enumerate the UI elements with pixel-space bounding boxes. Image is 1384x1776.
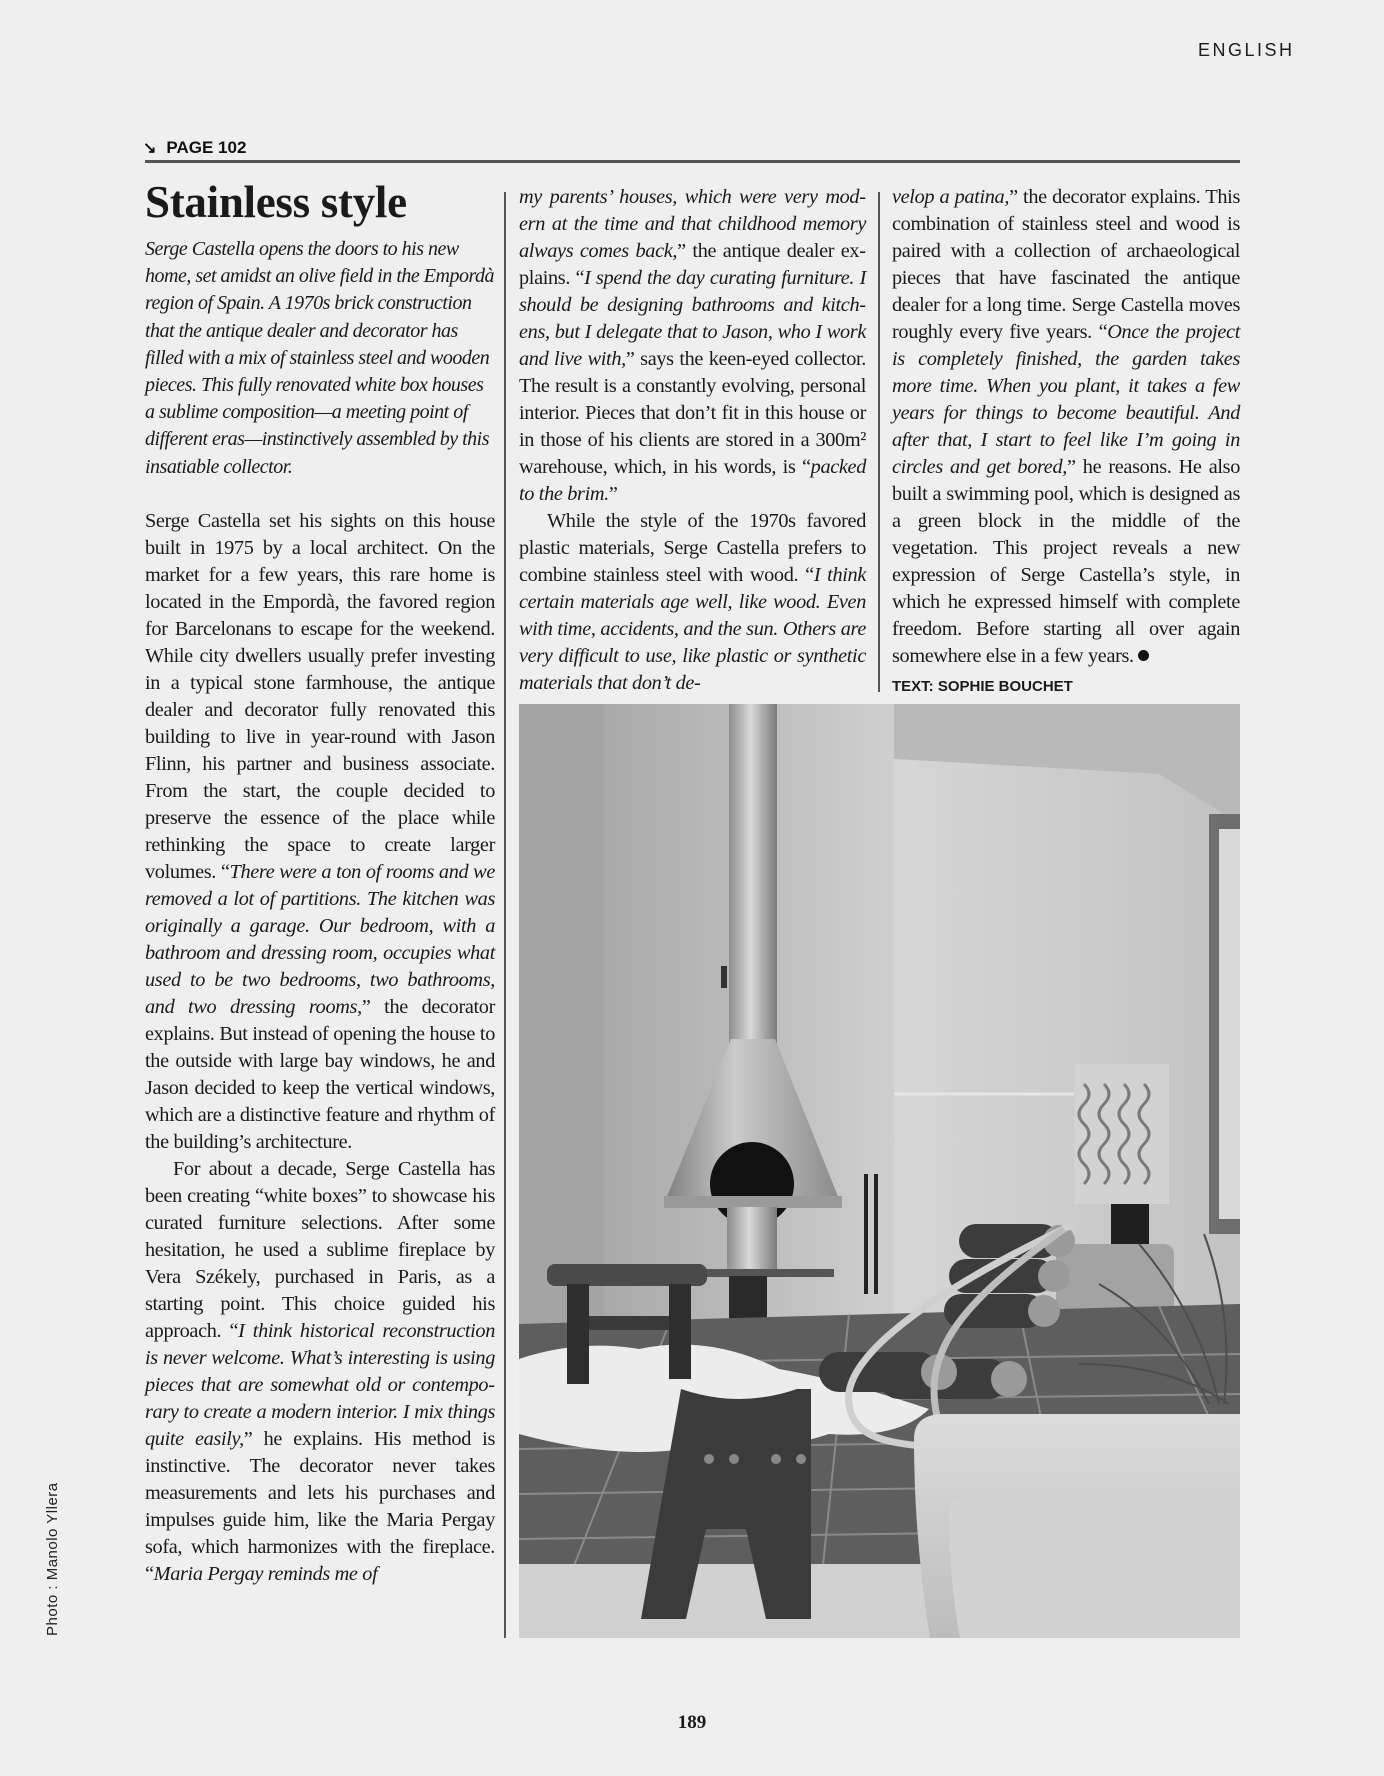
- article-column-2: [519, 184, 866, 697]
- interior-photo: [519, 704, 1240, 1638]
- arrow-down-right-icon: ↘: [143, 140, 157, 157]
- article-title: Stainless style: [145, 177, 407, 227]
- interior-photo-illustration: [519, 704, 1240, 1638]
- language-label: ENGLISH: [1198, 40, 1295, 60]
- author-byline: TEXT: SOPHIE BOUCHET: [892, 678, 1073, 695]
- header-rule: [145, 160, 1240, 163]
- body-paragraph: velop a patina,” the decorator explains. This combination of stainless steel and wood is paired with a collection of archaeological pieces that have fascinated the antique dealer for a long time. Serge Castella moves roughly every five years. “Once the project is completely finished, the garden takes more time. When you plant, it takes a few years for things to become beautiful. And after that, I start to feel like I’m going in circles and get bored,” he reasons. He also built a swimming pool, which is designed as a green block in the middle of the vegetation. This project reveals a new expression of Serge Castella’s style, in which he expressed himself with complete freedom. Before starting all over again somewhere else in a few years.: [892, 186, 1240, 667]
- body-paragraph: my parents’ houses, which were very modern at the time and that childhood memory always comes back,” the antique dealer explains. “I spend the day curating furniture. I should be designing bathrooms and kitchens, but I delegate that to Jason, who I work and live with,” says the keen-eyed collector. The result is a constantly evolving, personal interior. Pieces that don’t fit in this house or in those of his clients are stored in a 300m² warehouse, which, in his words, is “packed to the brim.”: [519, 186, 866, 505]
- article-deck: Serge Castella opens the doors to his new home, set amidst an olive field in the Empordà region of Spain. A 1970s brick construction that the antique dealer and decorator has filled with a mix of stainless steel and wooden pieces. This fully renovated white box houses a sublime composition—a meeting point of different eras—instinctively assembled by this insatiable collector.: [145, 238, 494, 478]
- body-paragraph: Serge Castella set his sights on this house built in 1975 by a local architect. On the market for a few years, this rare home is located in the Empordà, the favored region for Barcelonans to escape for the weekend. While city dwellers usually prefer investing in a typical stone farmhouse, the antique dealer and decorator fully renovated this building to live in year-round with Jason Flinn, his partner and business associate. From the start, the couple decided to preserve the essence of the place while rethinking the space to create larger volumes. “There were a ton of rooms and we removed a lot of partitions. The kitchen was originally a garage. Our bedroom, with a bathroom and dressing room, occupies what used to be two bedrooms, two bathrooms, and two dressing rooms,” the decorator explains. But instead of opening the house to the outside with large bay windows, he and Jason decided to keep the vertical windows, which are a distinctive feature and rhythm of the building’s architecture.: [145, 509, 495, 1153]
- end-bullet-icon: [1138, 650, 1149, 661]
- column-divider: [504, 192, 506, 1638]
- column-divider: [878, 192, 880, 692]
- article-column-1: [145, 176, 495, 1588]
- article-column-3: [892, 184, 1240, 700]
- body-paragraph: For about a decade, Serge Castella has been creating “white boxes” to showcase his curated furniture selections. After some hesitation, he used a sublime fireplace by Vera Székely, purchased in Paris, as a starting point. This choice guided his approach. “I think historical reconstruction is never welcome. What’s interesting is using pieces that are somewhat old or contemporary to create a modern interior. I mix things quite easily,” he explains. His method is instinctive. The decorator never takes measurements and lets his purchases and impulses guide him, like the Maria Pergay sofa, which harmonizes with the fireplace. “Maria Pergay reminds me of: [145, 1157, 495, 1585]
- page-reference-label: PAGE 102: [166, 138, 247, 157]
- page-reference[interactable]: [143, 138, 246, 158]
- page-number: 189: [677, 1712, 707, 1733]
- body-paragraph: While the style of the 1970s favored plastic materials, Serge Castella prefers to combine stainless steel with wood. “I think certain materials age well, like wood. Even with time, accidents, and the sun. Others are very difficult to use, like plastic or synthetic materials that don’t de-: [519, 510, 866, 694]
- photo-credit: Photo : Manolo Yllera: [44, 1482, 61, 1636]
